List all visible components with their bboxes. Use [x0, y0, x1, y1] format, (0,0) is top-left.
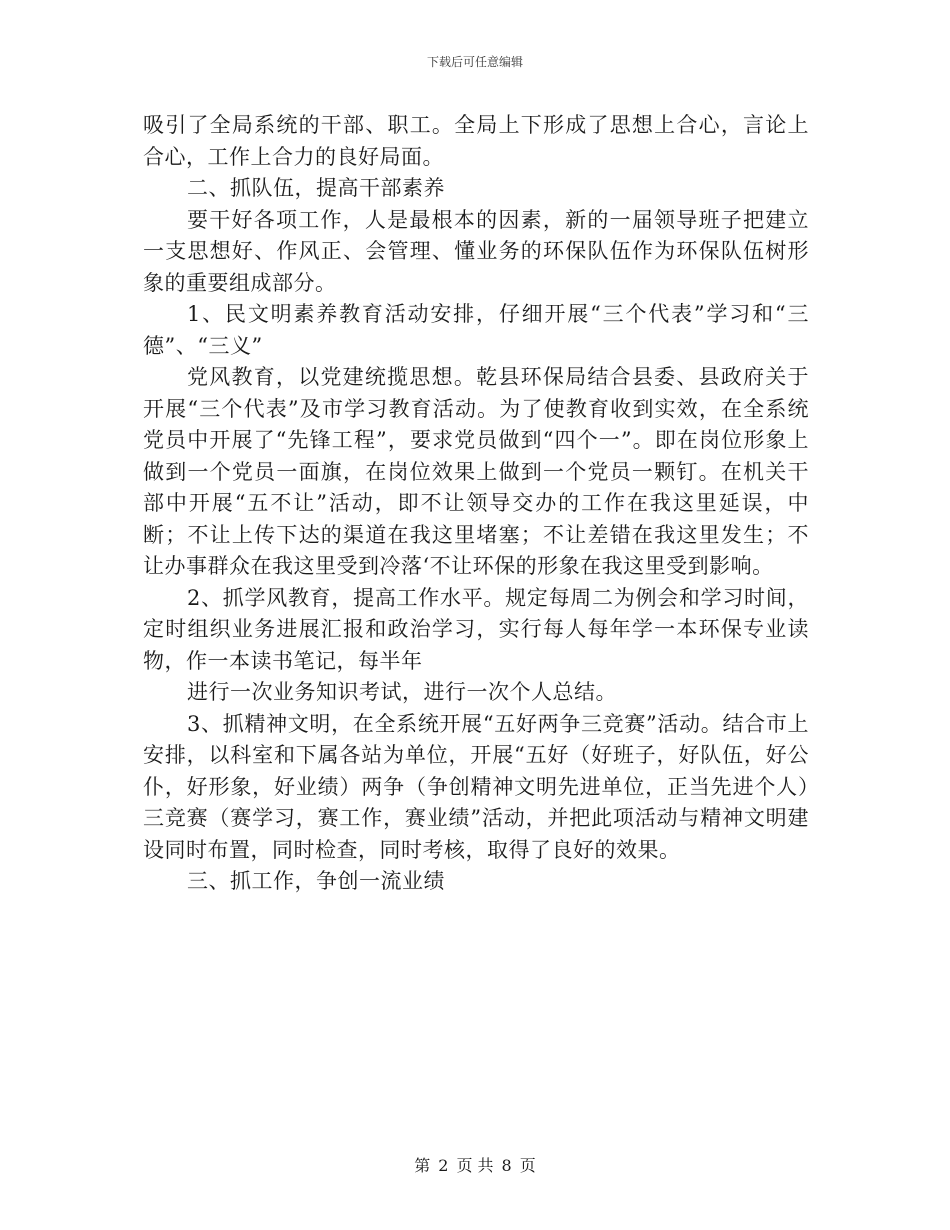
footer-suffix: 页 [519, 1156, 536, 1175]
section-heading: 二、抓队伍，提高干部素养 [187, 176, 445, 200]
paragraph: 2、抓学风教育，提高工作水平。规定每周二为例会和学习时间，定时组织业务进展汇报和政治学习，实行每人每年学一本环保专业读物，作一本读书笔记，每半年 [143, 585, 809, 673]
section-heading: 三、抓工作，争创一流业绩 [187, 869, 445, 893]
paragraph: 进行一次业务知识考试，进行一次个人总结。 [187, 680, 617, 704]
page-footer [0, 1153, 950, 1176]
paragraph: 3、抓精神文明，在全系统开展“五好两争三竞赛”活动。结合市上安排，以科室和下属各站为单位，开展“五好（好班子，好队伍，好公仆，好形象，好业绩）两争（争创精神文明先进单位，正当先进个人）三竞赛（赛学习，赛工作，赛业绩”活动，并把此项活动与精神文明建设同时布置，同时检查，同时考核，取得了良好的效果。 [143, 711, 809, 862]
header-note: 下载后可任意编辑 [426, 55, 523, 69]
page-number: 2 [438, 1156, 449, 1175]
footer-mid: 页 共 [456, 1156, 494, 1175]
paragraph: 吸引了全局系统的干部、职工。全局上下形成了思想上合心，言论上合心，工作上合力的良好局面。 [143, 113, 809, 169]
document-body [143, 110, 809, 898]
paragraph: 要干好各项工作，人是最根本的因素，新的一届领导班子把建立一支思想好、作风正、会管理、懂业务的环保队伍作为环保队伍树形象的重要组成部分。 [143, 207, 809, 295]
total-pages: 8 [501, 1156, 512, 1175]
paragraph: 1、民文明素养教育活动安排，仔细开展“三个代表”学习和“三德”、“三义” [143, 302, 809, 358]
footer-prefix: 第 [414, 1156, 431, 1175]
paragraph: 党风教育，以党建统揽思想。乾县环保局结合县委、县政府关于开展“三个代表”及市学习教育活动。为了使教育收到实效，在全系统党员中开展了“先锋工程”，要求党员做到“四个一”。即在岗位形象上做到一个党员一面旗，在岗位效果上做到一个党员一颗钉。在机关干部中开展“五不让”活动，即不让领导交办的工作在我这里延误，中断；不让上传下达的渠道在我这里堵塞；不让差错在我这里发生；不让办事群众在我这里受到冷落‘不让环保的形象在我这里受到影响。 [143, 365, 809, 578]
